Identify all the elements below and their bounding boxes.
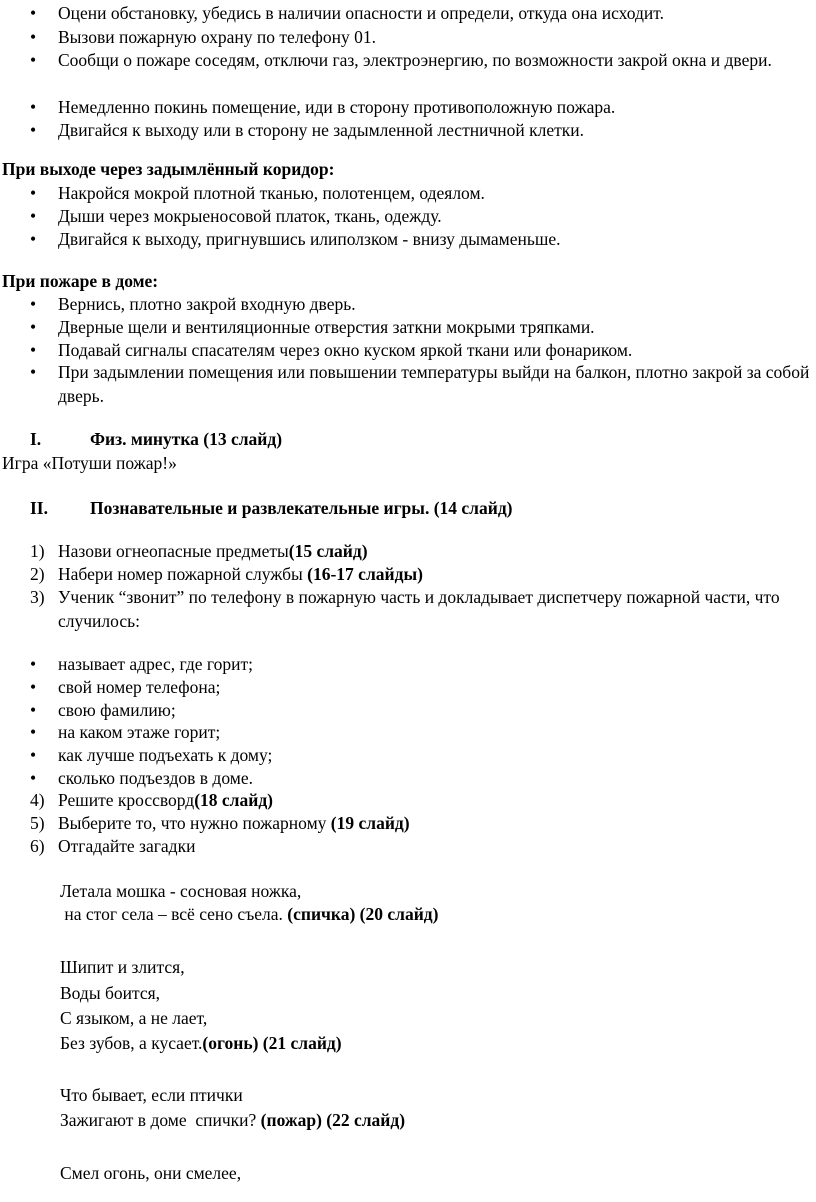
riddle-text: на стог села – всё сено съела. — [60, 904, 288, 924]
list-item — [30, 49, 810, 73]
riddle-line: С языком, а не лает, — [60, 1008, 208, 1028]
number-marker: 2) — [30, 564, 45, 584]
riddle-answer: (пожар) (22 слайд) — [260, 1110, 406, 1130]
list-item — [30, 205, 810, 229]
list-item-text: называет адрес, где горит; — [58, 654, 254, 674]
bullet-marker: • — [30, 294, 37, 314]
bullet-marker: • — [30, 229, 37, 249]
list-item-text: Вызови пожарную охрану по телефону 01. — [58, 27, 376, 47]
riddle-line — [60, 1109, 405, 1133]
bullet-marker: • — [30, 317, 37, 337]
roman-marker: II. — [30, 498, 48, 518]
list-item — [30, 182, 810, 206]
list-item-text: Двигайся к выходу или в сторону не задымленной лестничной клетки. — [58, 120, 584, 140]
numbered-item — [30, 812, 810, 836]
item-slide-ref: (15 слайд) — [288, 541, 368, 561]
list-item — [30, 293, 810, 317]
list-item — [30, 119, 810, 143]
list-item — [30, 744, 810, 768]
riddle-answer: (огонь) (21 слайд) — [202, 1033, 342, 1053]
item-slide-ref: (16-17 слайды) — [307, 564, 423, 584]
riddle-line: Что бывает, если птички — [60, 1085, 243, 1105]
list-item — [30, 676, 810, 700]
section-heading: При выходе через задымлённый коридор: — [2, 159, 335, 179]
list-item-text: свою фамилию; — [58, 700, 176, 720]
item-text: Ученик “звонит” по телефону в пожарную часть и докладывает диспетчеру пожарной части, что случилось: — [58, 587, 780, 631]
item-slide-ref: (18 слайд) — [194, 790, 274, 810]
list-item-text: сколько подъездов в доме. — [58, 768, 253, 788]
bullet-marker: • — [30, 700, 37, 720]
list-item-text: Двигайся к выходу, пригнувшись илиползком - внизу дымаменьше. — [58, 229, 561, 249]
riddle-text: Без зубов, а кусает. — [60, 1033, 203, 1053]
list-item-text: свой номер телефона; — [58, 677, 221, 697]
riddle-line — [60, 903, 438, 927]
riddle-line: Воды боится, — [60, 983, 161, 1003]
list-item — [30, 653, 810, 677]
bullet-marker: • — [30, 654, 37, 674]
list-item-text: Подавай сигналы спасателям через окно куском яркой ткани или фонариком. — [58, 340, 633, 360]
list-item — [30, 2, 810, 26]
list-item — [30, 767, 810, 791]
item-text: Решите кроссворд — [58, 790, 195, 810]
numbered-item — [30, 563, 810, 587]
list-item-text: Накройся мокрой плотной тканью, полотенцем, одеялом. — [58, 183, 485, 203]
riddle-line: Шипит и злится, — [60, 957, 185, 977]
riddle-answer: (спичка) (20 слайд) — [287, 904, 439, 924]
item-text: Набери номер пожарной службы — [58, 564, 308, 584]
bullet-marker: • — [30, 340, 37, 360]
number-marker: 4) — [30, 790, 45, 810]
number-marker: 6) — [30, 836, 45, 856]
list-item-text: как лучше подъехать к дому; — [58, 745, 273, 765]
number-marker: 1) — [30, 541, 45, 561]
numbered-item — [30, 789, 810, 813]
list-item-text: на каком этаже горит; — [58, 722, 221, 742]
riddle-text: Зажигают в доме спички? — [60, 1110, 261, 1130]
bullet-marker: • — [30, 722, 37, 742]
list-item-text: При задымлении помещения или повышении температуры выйди на балкон, плотно закрой за собой дверь. — [58, 362, 810, 406]
bullet-marker: • — [30, 50, 37, 70]
list-item — [30, 339, 810, 363]
item-slide-ref: (19 слайд) — [330, 813, 410, 833]
list-item — [30, 721, 810, 745]
game-line: Игра «Потуши пожар!» — [2, 453, 177, 473]
item-text: Отгадайте загадки — [58, 836, 196, 856]
bullet-marker: • — [30, 27, 37, 47]
roman-marker: I. — [30, 429, 42, 449]
bullet-marker: • — [30, 97, 37, 117]
list-item-text: Дверные щели и вентиляционные отверстия заткни мокрыми тряпками. — [58, 317, 595, 337]
list-item-text: Вернись, плотно закрой входную дверь. — [58, 294, 356, 314]
riddle-line: Смел огонь, они смелее, — [60, 1163, 242, 1183]
bullet-marker: • — [30, 206, 37, 226]
list-item — [30, 316, 810, 340]
numbered-item — [30, 835, 810, 859]
bullet-marker: • — [30, 745, 37, 765]
roman-title: Познавательные и развлекательные игры. (14 слайд) — [90, 498, 513, 518]
riddle-line: Летала мошка - сосновая ножка, — [60, 881, 302, 901]
bullet-marker: • — [30, 3, 37, 23]
number-marker: 3) — [30, 587, 45, 607]
number-marker: 5) — [30, 813, 45, 833]
list-item-text: Сообщи о пожаре соседям, отключи газ, электроэнергию, по возможности закрой окна и двери. — [58, 50, 772, 70]
numbered-item — [30, 586, 810, 633]
list-item — [30, 699, 810, 723]
section-heading: При пожаре в доме: — [2, 271, 159, 291]
bullet-marker: • — [30, 362, 37, 382]
numbered-item — [30, 540, 810, 564]
list-item — [30, 96, 810, 120]
list-item — [30, 26, 810, 50]
list-item-text: Немедленно покинь помещение, иди в сторону противоположную пожара. — [58, 97, 616, 117]
riddle-line — [60, 1032, 342, 1056]
item-text: Выберите то, что нужно пожарному — [58, 813, 331, 833]
bullet-marker: • — [30, 120, 37, 140]
list-item-text: Оцени обстановку, убедись в наличии опасности и определи, откуда она исходит. — [58, 3, 664, 23]
list-item — [30, 228, 810, 252]
list-item — [30, 361, 810, 408]
item-text: Назови огнеопасные предметы — [58, 541, 289, 561]
bullet-marker: • — [30, 768, 37, 788]
roman-title: Физ. минутка (13 слайд) — [90, 429, 283, 449]
bullet-marker: • — [30, 677, 37, 697]
bullet-marker: • — [30, 183, 37, 203]
list-item-text: Дыши через мокрыеносовой платок, ткань, одежду. — [58, 206, 442, 226]
